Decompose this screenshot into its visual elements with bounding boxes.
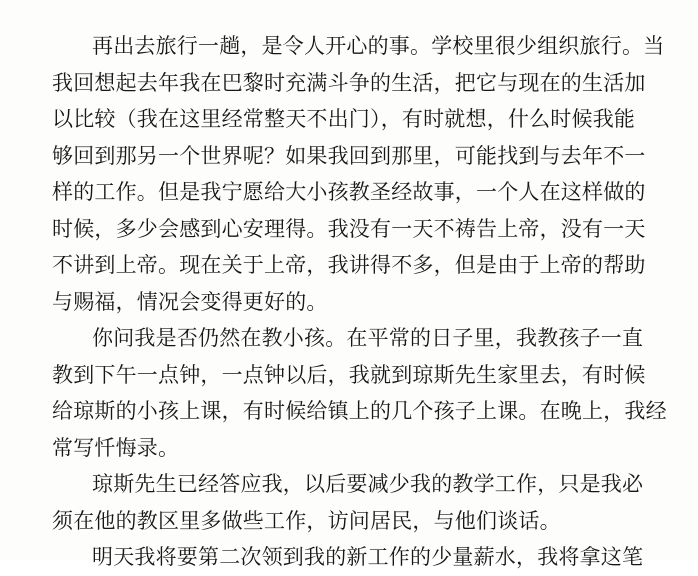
text-line: 时候，多少会感到心安理得。我没有一天不祷告上帝，没有一天 — [52, 216, 646, 241]
text-line: 与赐福，情况会变得更好的。 — [52, 289, 328, 314]
text-line: 再出去旅行一趟，是令人开心的事。学校里很少组织旅行。当 — [92, 34, 665, 58]
text-line: 我回想起去年我在巴黎时充满斗争的生活，把它与现在的生活加 — [52, 70, 646, 95]
text-line: 不讲到上帝。现在关于上帝，我讲得不多，但是由于上帝的帮助 — [52, 253, 646, 277]
text-line: 给琼斯的小孩上课，有时候给镇上的几个孩子上课。在晚上，我经 — [52, 399, 667, 423]
text-line: 以比较（我在这里经常整天不出门），有时就想，什么时候我能 — [52, 107, 636, 131]
text-line: 教到下午一点钟，一点钟以后，我就到琼斯先生家里去，有时候 — [52, 362, 646, 387]
body-text — [52, 28, 667, 576]
text-line: 琼斯先生已经答应我，以后要减少我的教学工作，只是我必 — [92, 472, 644, 496]
text-line: 须在他的教区里多做些工作，访问居民，与他们谈话。 — [52, 508, 561, 533]
text-line: 常写忏悔录。 — [52, 435, 180, 460]
text-line: 你问我是否仍然在教小孩。在平常的日子里，我教孩子一直 — [92, 326, 644, 350]
text-line: 明天我将要第二次领到我的新工作的少量薪水，我将拿这笔 — [92, 545, 644, 569]
text-line: 够回到那另一个世界呢？如果我回到那里，可能找到与去年不一 — [52, 143, 646, 168]
text-line: 样的工作。但是我宁愿给大小孩教圣经故事，一个人在这样做的 — [52, 180, 646, 204]
